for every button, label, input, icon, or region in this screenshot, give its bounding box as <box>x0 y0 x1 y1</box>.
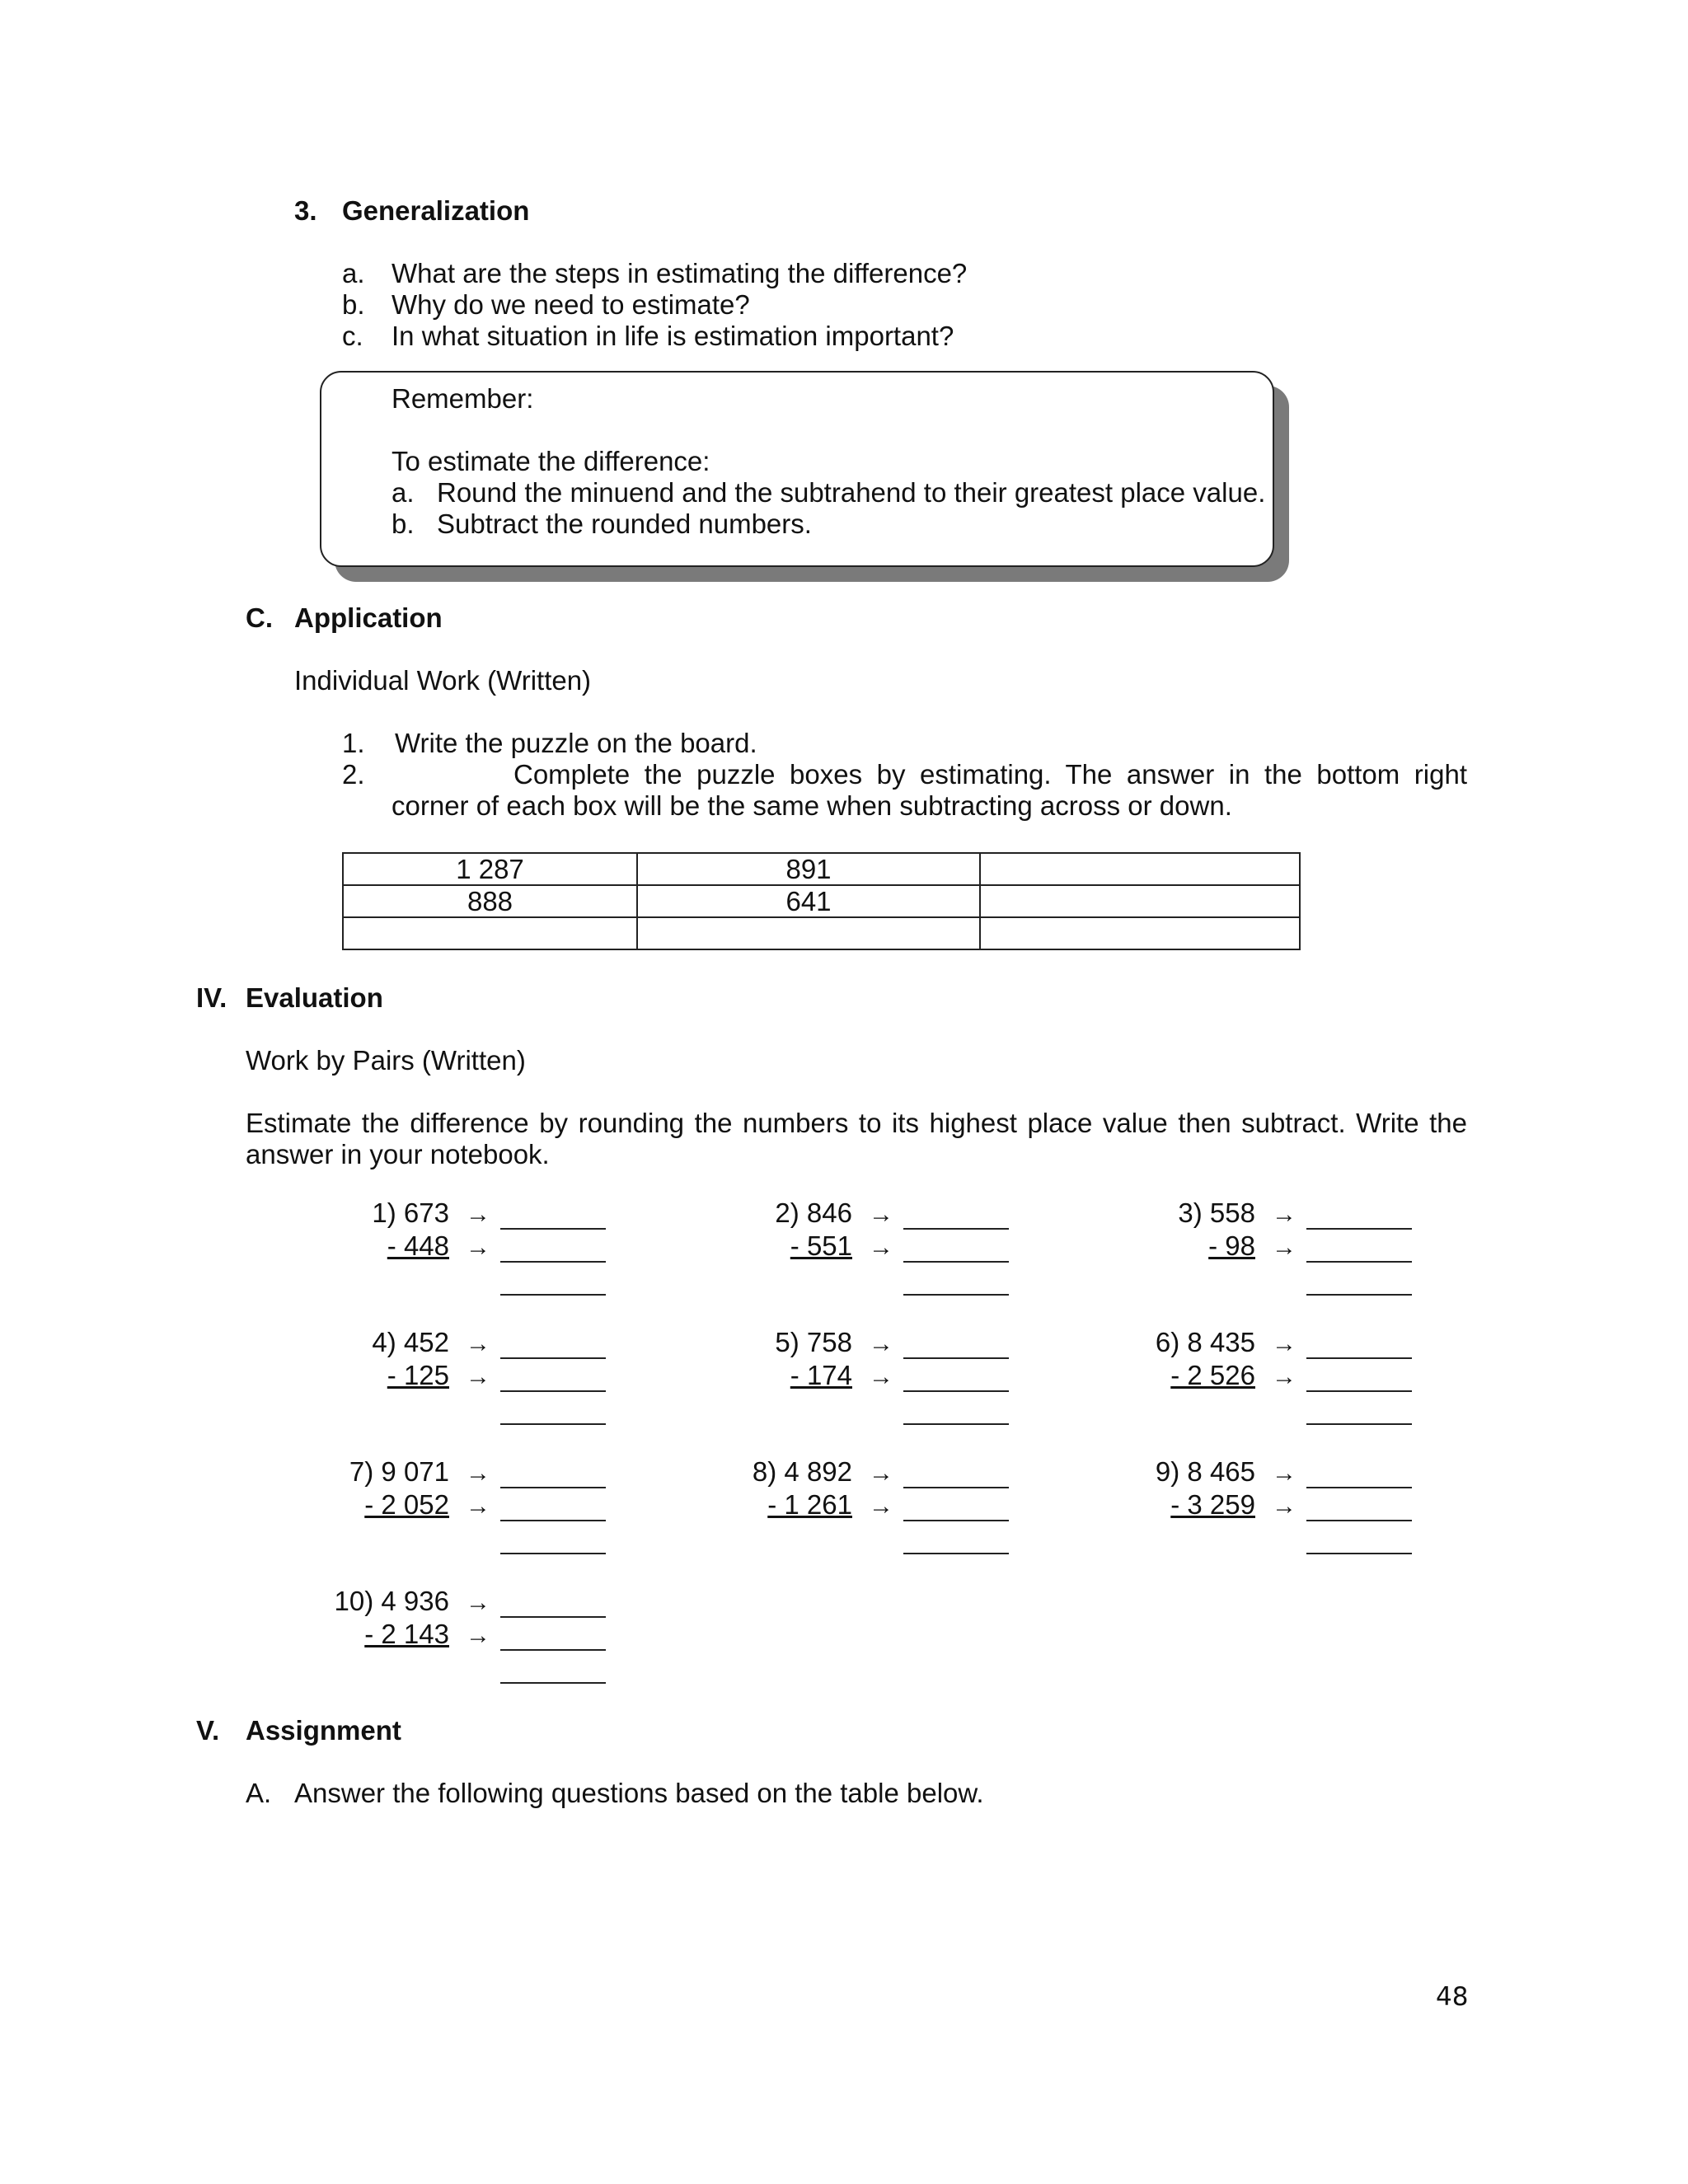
problem-8 <box>621 1455 1050 1579</box>
answer-blank[interactable] <box>903 1359 1009 1392</box>
table-row <box>343 917 1300 949</box>
difference-blank[interactable] <box>500 1263 606 1296</box>
problem-1 <box>218 1197 647 1320</box>
puzzle-cell <box>980 917 1300 949</box>
answer-blank[interactable] <box>500 1455 606 1488</box>
application-heading: Application <box>294 602 443 633</box>
problem-minuend: 6) 8 435 <box>1155 1327 1255 1357</box>
problem-2 <box>621 1197 1050 1320</box>
puzzle-cell: 888 <box>343 885 637 917</box>
step-text-continued: corner of each box will be the same when subtracting across or down. <box>392 790 1232 821</box>
answer-blank[interactable] <box>1306 1326 1412 1359</box>
answer-blank[interactable] <box>500 1230 606 1263</box>
answer-blank[interactable] <box>903 1455 1009 1488</box>
answer-blank[interactable] <box>500 1359 606 1392</box>
evaluation-instructions: Estimate the difference by rounding the numbers to its highest place value then subtract. Write the <box>246 1108 1467 1138</box>
step-number: 1. <box>342 728 365 758</box>
question-letter: c. <box>342 321 363 351</box>
step-text: Write the puzzle on the board. <box>395 728 757 758</box>
page-number: 48 <box>1436 1982 1469 2012</box>
arrow-icon: → <box>1272 1234 1296 1261</box>
table-row <box>343 885 1300 917</box>
question-letter: a. <box>342 258 365 288</box>
problem-subtrahend: - 551 <box>790 1230 852 1261</box>
arrow-icon: → <box>466 1234 490 1261</box>
problem-subtrahend: - 2 052 <box>364 1489 449 1520</box>
question-text: In what situation in life is estimation important? <box>392 321 954 351</box>
arrow-icon: → <box>466 1363 490 1390</box>
arrow-icon: → <box>1272 1330 1296 1357</box>
problem-minuend: 4) 452 <box>372 1327 449 1357</box>
arrow-icon: → <box>466 1460 490 1487</box>
answer-blank[interactable] <box>1306 1455 1412 1488</box>
answer-blank[interactable] <box>500 1618 606 1651</box>
application-letter: C. <box>246 602 273 633</box>
problem-5 <box>621 1326 1050 1450</box>
arrow-icon: → <box>1272 1493 1296 1520</box>
arrow-icon: → <box>1272 1460 1296 1487</box>
puzzle-cell: 891 <box>637 853 980 885</box>
problem-minuend: 7) 9 071 <box>349 1456 449 1487</box>
arrow-icon: → <box>466 1201 490 1228</box>
puzzle-cell: 1 287 <box>343 853 637 885</box>
question-letter: b. <box>342 289 365 320</box>
arrow-icon: → <box>466 1493 490 1520</box>
remember-intro: To estimate the difference: <box>392 446 710 476</box>
answer-blank[interactable] <box>903 1326 1009 1359</box>
problem-10 <box>218 1585 647 1708</box>
remember-step-text: Subtract the rounded numbers. <box>437 509 812 539</box>
arrow-icon: → <box>869 1234 893 1261</box>
step-text: Complete the puzzle boxes by estimating. The answer in the bottom right <box>513 759 1467 790</box>
remember-step-letter: b. <box>392 509 415 539</box>
puzzle-cell <box>980 885 1300 917</box>
answer-blank[interactable] <box>500 1488 606 1521</box>
answer-blank[interactable] <box>1306 1488 1412 1521</box>
application-subheading: Individual Work (Written) <box>294 665 592 696</box>
evaluation-number: IV. <box>196 982 227 1013</box>
answer-blank[interactable] <box>1306 1197 1412 1230</box>
answer-blank[interactable] <box>903 1230 1009 1263</box>
arrow-icon: → <box>869 1201 893 1228</box>
problem-minuend: 5) 758 <box>775 1327 852 1357</box>
answer-blank[interactable] <box>500 1585 606 1618</box>
table-row <box>343 853 1300 885</box>
arrow-icon: → <box>869 1493 893 1520</box>
puzzle-cell: 641 <box>637 885 980 917</box>
problem-7 <box>218 1455 647 1579</box>
answer-blank[interactable] <box>500 1197 606 1230</box>
arrow-icon: → <box>1272 1363 1296 1390</box>
difference-blank[interactable] <box>500 1651 606 1684</box>
problem-4 <box>218 1326 647 1450</box>
difference-blank[interactable] <box>500 1392 606 1425</box>
puzzle-cell <box>980 853 1300 885</box>
evaluation-heading: Evaluation <box>246 982 383 1013</box>
difference-blank[interactable] <box>903 1521 1009 1554</box>
problem-6 <box>1025 1326 1453 1450</box>
difference-blank[interactable] <box>903 1392 1009 1425</box>
problem-subtrahend: - 174 <box>790 1360 852 1390</box>
generalization-heading: Generalization <box>342 195 530 226</box>
answer-blank[interactable] <box>903 1197 1009 1230</box>
answer-blank[interactable] <box>903 1488 1009 1521</box>
remember-title: Remember: <box>392 383 534 414</box>
arrow-icon: → <box>869 1363 893 1390</box>
arrow-icon: → <box>1272 1201 1296 1228</box>
puzzle-cell <box>637 917 980 949</box>
problem-subtrahend: - 125 <box>387 1360 449 1390</box>
difference-blank[interactable] <box>500 1521 606 1554</box>
problem-minuend: 9) 8 465 <box>1155 1456 1255 1487</box>
problem-subtrahend: - 448 <box>387 1230 449 1261</box>
problem-9 <box>1025 1455 1453 1579</box>
remember-step-text: Round the minuend and the subtrahend to their greatest place value. <box>437 477 1266 508</box>
assignment-item-text: Answer the following questions based on the table below. <box>294 1778 984 1808</box>
difference-blank[interactable] <box>1306 1392 1412 1425</box>
arrow-icon: → <box>466 1589 490 1616</box>
problem-subtrahend: - 98 <box>1208 1230 1255 1261</box>
difference-blank[interactable] <box>1306 1521 1412 1554</box>
answer-blank[interactable] <box>500 1326 606 1359</box>
question-text: What are the steps in estimating the difference? <box>392 258 968 288</box>
difference-blank[interactable] <box>1306 1263 1412 1296</box>
problem-minuend: 8) 4 892 <box>752 1456 852 1487</box>
assignment-heading: Assignment <box>246 1715 401 1746</box>
question-text: Why do we need to estimate? <box>392 289 750 320</box>
problem-minuend: 1) 673 <box>372 1197 449 1228</box>
assignment-number: V. <box>196 1715 220 1746</box>
generalization-number: 3. <box>294 195 317 226</box>
answer-blank[interactable] <box>1306 1230 1412 1263</box>
arrow-icon: → <box>869 1460 893 1487</box>
answer-blank[interactable] <box>1306 1359 1412 1392</box>
puzzle-table <box>342 852 1301 950</box>
problem-minuend: 3) 558 <box>1178 1197 1255 1228</box>
problem-minuend: 2) 846 <box>775 1197 852 1228</box>
problem-subtrahend: - 2 526 <box>1170 1360 1255 1390</box>
problem-subtrahend: - 1 261 <box>767 1489 852 1520</box>
arrow-icon: → <box>466 1330 490 1357</box>
arrow-icon: → <box>869 1330 893 1357</box>
evaluation-instructions-continued: answer in your notebook. <box>246 1139 550 1169</box>
problem-subtrahend: - 2 143 <box>364 1619 449 1649</box>
difference-blank[interactable] <box>903 1263 1009 1296</box>
step-number: 2. <box>342 759 365 790</box>
arrow-icon: → <box>466 1622 490 1649</box>
remember-step-letter: a. <box>392 477 415 508</box>
assignment-item-letter: A. <box>246 1778 272 1808</box>
problem-subtrahend: - 3 259 <box>1170 1489 1255 1520</box>
problem-3 <box>1025 1197 1453 1320</box>
evaluation-subheading: Work by Pairs (Written) <box>246 1045 526 1076</box>
puzzle-cell <box>343 917 637 949</box>
problem-minuend: 10) 4 936 <box>334 1586 449 1616</box>
